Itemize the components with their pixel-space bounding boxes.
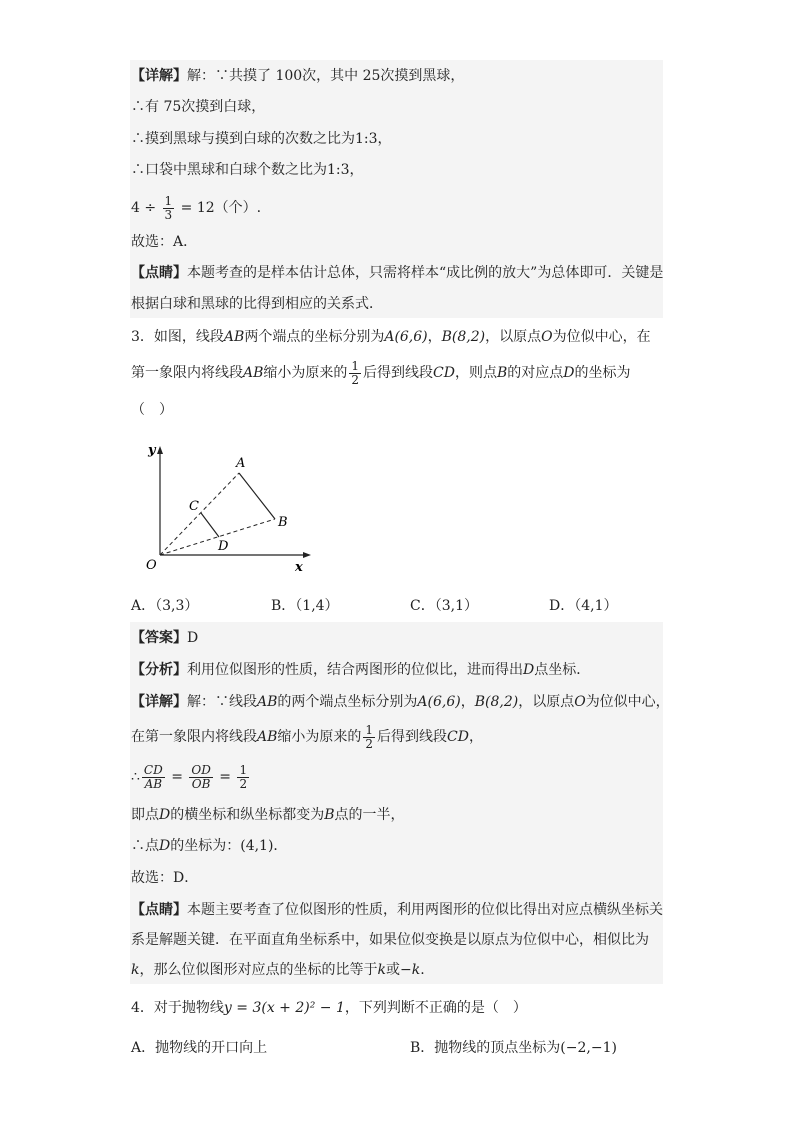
q3-choice: 故选：D． (131, 870, 199, 886)
fraction: $\frac{CD}{AB}$ (143, 762, 163, 791)
q3-analysis: 【分析】利用位似图形的性质，结合两图形的位似比，进而得出D点坐标． (131, 662, 591, 678)
q3-stem-line-3: （ ） (131, 402, 173, 418)
q3-answer: 【答案】D (131, 630, 199, 646)
label-o: O (146, 558, 157, 573)
q2-comment-line-1: 【点睛】本题考查的是样本估计总体，只需将样本“成比例的放大”为总体即可．关键是 (131, 265, 664, 281)
q4-option-b[interactable]: B．抛物线的顶点坐标为(−2,−1) (410, 1040, 617, 1056)
fraction: $\frac{1}{2}$ (239, 762, 248, 791)
segment-ab (239, 473, 275, 519)
q3-detail-line-1: 【详解】解：∵线段AB的两个端点坐标分别为A(6,6)，B(8,2)，以原点O为位似中心， (131, 694, 670, 710)
q3-option-b[interactable]: B．（1,4） (271, 598, 339, 614)
q2-comment-line-2: 根据白球和黑球的比得到相应的关系式． (131, 296, 383, 312)
q3-stem-line-1: 3．如图，线段AB两个端点的坐标分别为A(6,6)，B(8,2)，以原点O为位似中心，在 (131, 329, 651, 345)
q4-option-a[interactable]: A．抛物线的开口向上 (131, 1040, 268, 1056)
q3-detail-line-4: 即点D的横坐标和纵坐标都变为B点的一半， (131, 807, 405, 823)
q2-detail-line-2: ∴有 75次摸到白球， (131, 99, 266, 115)
fraction: $\frac{1}{2}$ (365, 722, 374, 751)
q3-option-a[interactable]: A．（3,3） (131, 598, 199, 614)
label-x: x (295, 560, 303, 575)
fraction: $\frac{OD}{OB}$ (191, 762, 211, 791)
q2-detail-line-4: ∴口袋中黑球和白球个数之比为1:3， (131, 162, 364, 178)
q3-detail-line-2: 在第一象限内将线段AB缩小为原来的 $\frac{1}{2}$ 后得到线段CD， (131, 722, 483, 751)
comment-tag: 【点睛】 (131, 265, 187, 281)
q3-option-c[interactable]: C．（3,1） (410, 598, 478, 614)
label-c: C (189, 499, 199, 514)
fraction: $\frac{1}{3}$ (164, 193, 173, 222)
detail-tag: 【详解】 (131, 68, 187, 84)
label-y: y (148, 443, 156, 458)
q3-comment-line-1: 【点睛】本题主要考查了位似图形的性质，利用两图形的位似比得出对应点横纵坐标关 (131, 902, 663, 918)
q3-comment-line-3: k，那么位似图形对应点的坐标的比等于k或−k. (131, 962, 425, 978)
q3-figure (140, 440, 320, 580)
x-axis-arrow (303, 552, 311, 558)
fraction: $\frac{1}{2}$ (351, 358, 360, 387)
q3-stem-line-2: 第一象限内将线段AB缩小为原来的 $\frac{1}{2}$ 后得到线段CD，则点B的对应点D的坐标为 (131, 358, 631, 387)
q3-comment-line-2: 系是解题关键．在平面直角坐标系中，如果位似变换是以原点为位似中心，相似比为 (131, 932, 649, 948)
label-a: A (236, 456, 246, 471)
label-d: D (218, 539, 229, 554)
label-b: B (278, 515, 288, 530)
q2-calc-line: 4 ÷ $\frac{1}{3}$ = 12（个）. (131, 193, 262, 222)
q3-detail-line-5: ∴点D的坐标为：(4,1)． (131, 838, 288, 854)
q4-stem: 4．对于抛物线y = 3(x + 2)² − 1，下列判断不正确的是（ ） (131, 1000, 527, 1016)
q2-detail-line-3: ∴摸到黑球与摸到白球的次数之比为1:3， (131, 131, 392, 147)
q2-choice: 故选：A． (131, 234, 198, 250)
q3-ratio-line: ∴ $\frac{CD}{AB}$ = $\frac{OD}{OB}$ = $\frac{1}{2}$ (131, 762, 248, 791)
q3-option-d[interactable]: D．（4,1） (549, 598, 618, 614)
q2-detail-line-1: 【详解】解：∵共摸了 100次，其中 25次摸到黑球， (131, 68, 465, 84)
y-axis-arrow (157, 446, 163, 454)
segment-cd (201, 513, 219, 537)
